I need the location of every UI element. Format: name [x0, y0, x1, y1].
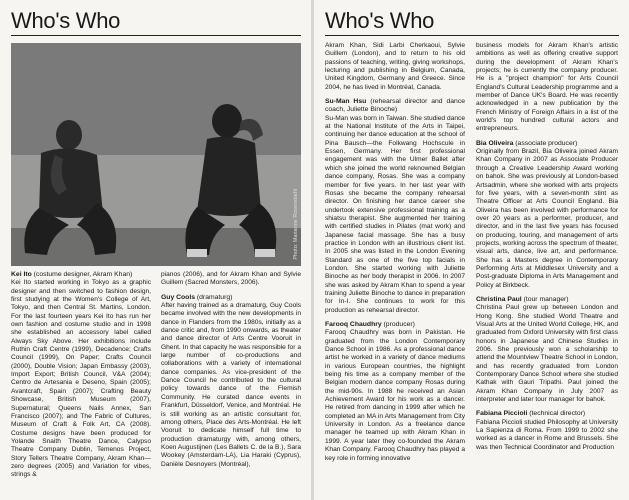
bio-heading — [325, 98, 465, 115]
bio-heading — [325, 321, 465, 329]
bio-role: (producer) — [383, 321, 415, 328]
bio-role: (dramaturg) — [196, 293, 233, 301]
bio-role: (technical director) — [529, 410, 586, 418]
bio-paragraph: Akram Khan, Sidi Larbi Cherkaoui, Sylvie Guillem (London), and to return to his old passions of teaching, writing, giving workshops, lecturing and publishing in Belgium, Canada, United Kingdom, Germany and Greece. Since 2004, he has lived in Montréal, Canada. — [325, 42, 465, 91]
title-rule — [11, 35, 301, 36]
bio-name: Su-Man Hsu — [325, 98, 367, 106]
left-page — [0, 0, 311, 500]
bio-heading — [476, 140, 618, 148]
bio-paragraph: Originally from Brazil, Bia Oliveira joined Akram Khan Company in 2007 as Associate Producer through a Creative Leadership Award working on bahok. She was previously at London-based Artsadmin, where she worked with arts projects for five years, with a seven-month stint as Theatre Officer at Arts Council England. Bia Oliveira has been involved with performance for over 20 years as a performer, producer, and director, and in the last five years has focused on producing, touring, and management of arts projects, working across the spectrum of theater, visual arts, dance, live art, and performance. She has a Masters degree in Contemporary Performing Arts at Middlesex University and a Post-graduate Diploma in Arts Management and Policy at Birkbeck. — [476, 148, 618, 289]
left-column-2 — [161, 271, 301, 473]
bio-paragraph: After having trained as a dramaturg, Guy Cools became involved with the new developments in dance in Flanders from the 1980s, initially as a dance critic and, from 1990 onwards, as theater and dance director of Arts Centre Vooruit in Ghent. In that capacity he was responsible for a large number of co-productions and collaborations with a variety of international dance companies. As vice-president of the Dance Council he contributed to the cultural policy towards dance of the Flemish Community. He curated dance events in Frankfurt, Düsseldorf, Venice, and Montréal. He is still working as an artistic consultant for, among others, Place des Arts-Montréal. He left Vooruit to dedicate himself full time to production dramaturgy with, among others, Koen Augustijnen (Les Ballets C. de la B.), Sara Wookey (Amsterdam-LA), Lia Haraki (Cyprus), Danièle Desnoyers (Montréal), — [161, 302, 302, 468]
bio-heading — [11, 271, 151, 279]
bio-paragraph: Fabiana Piccioli studied Philosophy at University La Sapienza di Roma. From 1999 to 2002 she worked as a dancer in Rome and Brussels. She was then Technical Coordinator and Production — [476, 418, 618, 451]
bio-paragraph: Kei Ito started working in Tokyo as a graphic designer and then switched to fashion design, first studying at the Women's College of Art, Tokyo, and then Central St. Martins, London. For the last fourteen years Kei Ito has run her own fashion and costume studio and in 1998 she established an accessory label called Always Sky Above. Her exhibitions include Ruthin Craft Centre (1999), Decadence; Crafts Council (1999), On Paper; Crafts Council (2000), Double Vision; Japan Embassy (2003), Import Export; British Council, V&A (2004); Centro de Artesania e Deseno, Spain (2005); Avantcraft, Spain (2007); Crafting Beauty Showcase, British Museum (2007), Supernatural; Queens Nails Annex, San Francisco (2007); and The Fabric of Cultures, Museum of Craft & Folk Art, CA (2008). Costume designs have been produced for Yolande Snaith Theatre Dance, Calypso Theatre Company Dublin, Temenos Project, Story Tellers Theatre Company, Akram Khan—zero degrees (2005) and Variation for vibes, strings & — [11, 279, 151, 479]
bio-name: Guy Cools — [161, 293, 195, 301]
bio-role: (costume designer, Akram Khan) — [33, 271, 133, 278]
dancers-photo — [11, 43, 301, 266]
right-column-2 — [476, 42, 618, 456]
left-column-1 — [11, 271, 151, 484]
bio-role: (tour manager) — [523, 295, 569, 303]
right-page — [314, 0, 629, 500]
bio-role: (associate producer) — [515, 139, 578, 147]
bio-heading — [161, 294, 301, 302]
bio-paragraph: pianos (2006), and for Akram Khan and Sylvie Guillem (Sacred Monsters, 2006). — [161, 271, 301, 287]
bio-paragraph: business models for Akram Khan's artistic ambitions as well as offering creative support during the development of Akram Khan's projects; he is currently the company producer. He is a "project champion" for Arts Council England's Cultural Leadership programme and a member of Dance UK's Board. He was recently acknowledged in a new publication by the French Ministry of Foreign Affairs in a list of the world's top hundred cultural actors and entrepreneurs. — [476, 42, 618, 133]
bio-name: Kei Ito — [11, 271, 32, 278]
right-column-1 — [325, 42, 465, 467]
bio-name: Bia Oliveira — [476, 139, 514, 147]
bio-role: (rehearsal director and dance coach, Juliette Binoche) — [325, 98, 465, 114]
bio-name: Farooq Chaudhry — [325, 321, 382, 328]
title-rule — [325, 35, 619, 36]
bio-name: Christina Paul — [476, 295, 522, 303]
bio-paragraph: Farooq Chaudhry was born in Pakistan. He graduated from the London Contemporary Dance School in 1986. As a professional dance artist he worked in a variety of dance mediums in various European countries, the highlight being his time as a company member of the Belgian modern dance company Rosas during the mid-90s. In 1988 he received an Asian Achievement Award for his work as a dancer. He retired from dancing in 1999 after which he completed an MA in Arts Management from City University in London. As a freelance dance manager he teamed up with Akram Khan in 1999. A year later they co-founded the Akram Khan Company. Farooq Chaudhry has played a key role in forming innovative — [325, 329, 465, 462]
bio-name: Fabiana Piccioli — [476, 410, 528, 418]
bio-heading — [476, 410, 618, 418]
dancers-illustration — [11, 43, 301, 266]
bio-paragraph: Su-Man was born in Taiwan. She studied dance at the National Institute of the Arts in Taipei, continuing her dance education at the school of Pina Bausch—the Folkwang Hochscule in Essen, Germany. Her first professional engagement was with the Ulmer Ballet after which she joined the world reknowned Belgian dance company, Rosas. She was a company member for five years. In her last year with Rosas she became the company rehearsal director. On finishing her dance career she undertook extensive professional training as a shiatsu therapist. She augmented her training with certified studies in Pilates (mat work) and Japanese facial massage. She has a busy practice in London with an illustrious client list. In 2005 she was listed in the London Evening Standard as one of the five top facials in London. She started working with Juliette Binoche as her body therapist in 2006. In 2007 she was asked by Akram Khan to spend a year training Juliette Binoche to dance in preparation for In-I. She continues to work for this production as rehearsal director. — [325, 114, 465, 314]
left-page-title: Who's Who — [11, 8, 121, 33]
right-page-title: Who's Who — [325, 8, 435, 33]
bio-paragraph: Christina Paul grew up between London and Hong Kong. She studied World Theatre and Visual Arts at the United World College, HK, and graduated from Oxford University with first class honors in Japanese and Chinese Studies in 2006. She previously won a scholarship to attend the Mountview Theatre School in London, and has recently graduated from London Contemporary Dance School where she studied Kathak with Gauri Tripathi. Paul joined the Akram Khan Company in July 2007 as interpreter and later tour manager for bahok. — [476, 304, 618, 404]
photo-credit: Photo: Marianne Rosenstiehl — [293, 189, 299, 260]
bio-heading — [476, 296, 618, 304]
